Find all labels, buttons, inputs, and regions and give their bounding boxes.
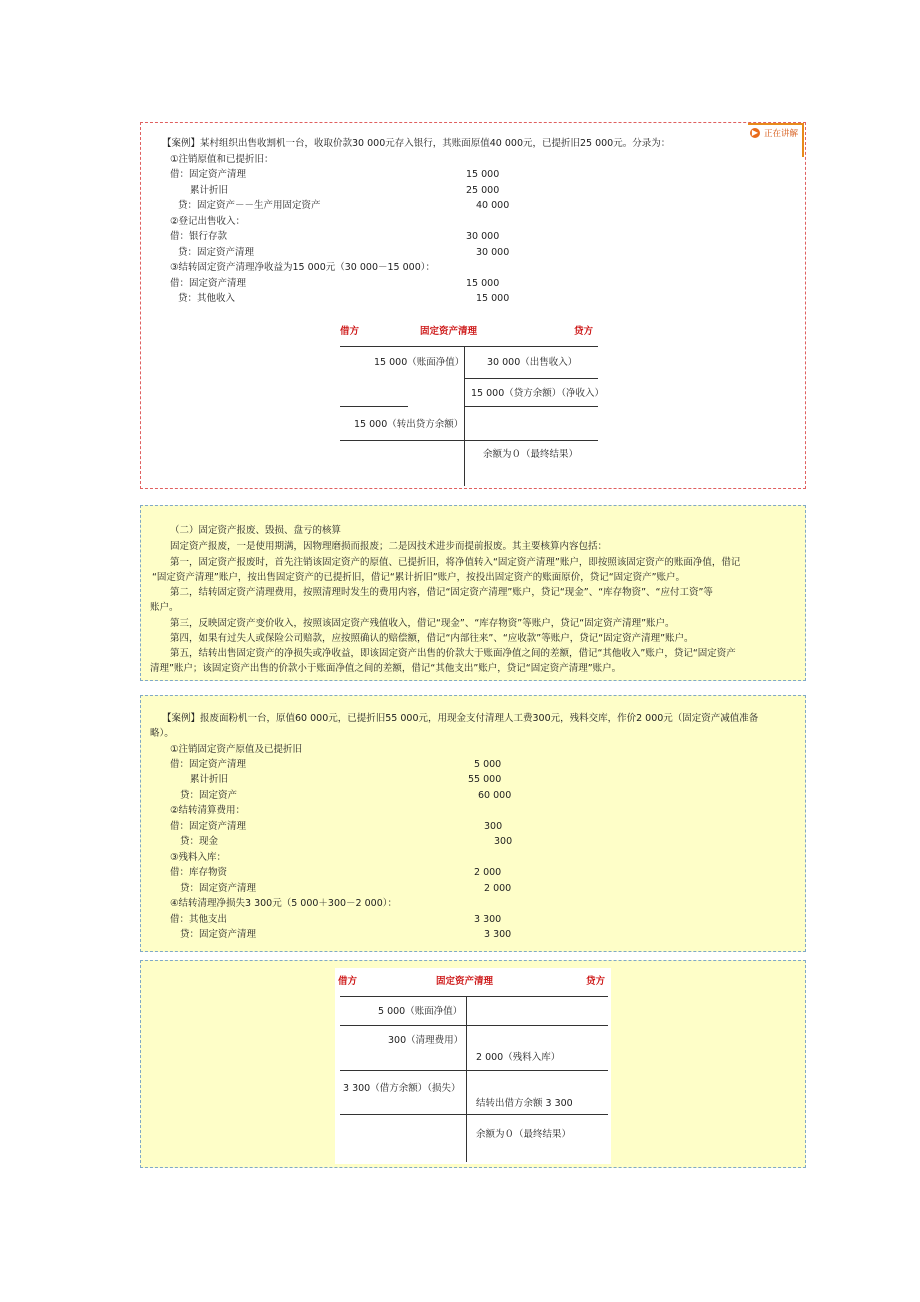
- case1-amount: 40 000: [476, 200, 510, 211]
- t1-left-entry: 15 000（账面净值）: [374, 357, 465, 368]
- t2-right-entry: 2 000（残料入库）: [476, 1052, 561, 1063]
- t1-rule: [340, 440, 598, 441]
- case1-title: 【案例】某村组织出售收割机一台，收取价款30 000元存入银行，其账面原值40 000元，已提折旧25 000元。分录为：: [162, 138, 671, 149]
- t1-rule: [464, 406, 598, 407]
- case1-amount: 15 000: [466, 278, 500, 289]
- section2-line: “固定资产清理”账户，按出售固定资产的已提折旧，借记“累计折旧”账户，按投出固定资产的账面原价，贷记“固定资产”账户。: [152, 572, 686, 583]
- case2-line: 借：其他支出: [170, 914, 228, 925]
- section2-line: 账户。: [150, 602, 179, 613]
- t2-left-entry: 5 000（账面净值）: [378, 1006, 463, 1017]
- case2-amount: 2 000: [484, 883, 512, 894]
- t1-rule: [340, 406, 408, 407]
- t1-credit-label: 贷方: [574, 326, 594, 337]
- case2-amount: 5 000: [474, 759, 502, 770]
- case1-amount: 25 000: [466, 185, 500, 196]
- case2-line: 借：固定资产清理: [170, 821, 247, 832]
- case2-title-cont: 略）。: [150, 728, 174, 739]
- t1-right-entry: 30 000（出售收入）: [487, 357, 578, 368]
- case2-line: 借：固定资产清理: [170, 759, 247, 770]
- case2-line: ①注销固定资产原值及已提折旧: [170, 744, 303, 755]
- t2-top-rule: [340, 996, 608, 997]
- t2-right-entry: 结转出借方余额 3 300: [476, 1098, 573, 1109]
- case2-title: 【案例】报废面粉机一台，原值60 000元，已提折旧55 000元，用现金支付清理人工费300元，残料交库，作价2 000元（固定资产减值准备: [162, 713, 759, 724]
- t2-rule: [340, 1025, 608, 1026]
- t2-title: 固定资产清理: [436, 976, 494, 987]
- case1-amount: 15 000: [466, 169, 500, 180]
- case2-amount: 3 300: [474, 914, 502, 925]
- play-icon: ▶: [751, 128, 759, 137]
- t1-top-rule: [340, 346, 598, 347]
- section2-line: 固定资产报废，一是使用期满，因物理磨损而报废；二是因技术进步而提前报废。其主要核算内容包括：: [170, 541, 608, 552]
- t1-debit-label: 借方: [340, 326, 360, 337]
- t2-debit-label: 借方: [338, 976, 358, 987]
- case2-line: 贷：现金: [180, 836, 219, 847]
- t2-rule: [340, 1114, 608, 1115]
- t2-credit-label: 贷方: [586, 976, 606, 987]
- case1-line: 借：固定资产清理: [170, 278, 247, 289]
- section2-line: 第二，结转固定资产清理费用，按照清理时发生的费用内容，借记“固定资产清理”账户，贷记“现金”、“库存物资”、“应付工资”等: [170, 587, 713, 598]
- case2-amount: 300: [494, 836, 513, 847]
- section2-line: 第四，如果有过失人或保险公司赔款，应按照确认的赔偿额，借记“内部往来”、“应收款”等账户，贷记“固定资产清理”账户。: [170, 633, 694, 644]
- badge-label: 正在讲解: [764, 129, 799, 139]
- t2-left-entry: 300（清理费用）: [388, 1035, 464, 1046]
- t2-left-entry: 3 300（借方余额）（损失）: [343, 1083, 461, 1094]
- case2-amount: 2 000: [474, 867, 502, 878]
- section2-line: 第三，反映固定资产变价收入，按照该固定资产残值收入，借记“现金”、“库存物资”等账户，贷记“固定资产清理”账户。: [170, 618, 675, 629]
- t1-rule: [464, 378, 598, 379]
- case1-line: ①注销原值和已提折旧：: [170, 154, 274, 165]
- case2-amount: 55 000: [468, 774, 502, 785]
- case2-line: 累计折旧: [190, 774, 229, 785]
- case2-line: ②结转清算费用：: [170, 805, 246, 816]
- case2-line: ④结转清理净损失3 300元（5 000＋300－2 000）：: [170, 898, 397, 909]
- case1-line: 贷：固定资产－－生产用固定资产: [178, 200, 321, 211]
- section2-line: 第五，结转出售固定资产的净损失或净收益，即该固定资产出售的价款大于账面净值之间的差额，借记“其他收入”账户，贷记“固定资产: [170, 648, 736, 659]
- t2-rule: [340, 1070, 608, 1071]
- case1-line: 贷：其他收入: [178, 293, 236, 304]
- t1-right-entry: 15 000（贷方余额）（净收入）: [471, 388, 604, 399]
- now-explaining-badge[interactable]: [748, 123, 804, 157]
- case2-line: 贷：固定资产: [180, 790, 238, 801]
- case2-amount: 3 300: [484, 929, 512, 940]
- case2-line: 贷：固定资产清理: [180, 929, 257, 940]
- case1-line: ②登记出售收入：: [170, 216, 246, 227]
- t1-title: 固定资产清理: [420, 326, 478, 337]
- section2-line: 第一，固定资产报废时，首先注销该固定资产的原值、已提折旧，将净值转入“固定资产清理”账户，即按照该固定资产的账面净值，借记: [170, 557, 741, 568]
- case1-line: 贷：固定资产清理: [178, 247, 255, 258]
- t1-left-entry: 15 000（转出贷方余额）: [354, 419, 464, 430]
- case1-line: 借：银行存款: [170, 231, 228, 242]
- case2-line: 贷：固定资产清理: [180, 883, 257, 894]
- case1-amount: 30 000: [466, 231, 500, 242]
- case1-amount: 30 000: [476, 247, 510, 258]
- case2-amount: 60 000: [478, 790, 512, 801]
- case1-line: ③结转固定资产清理净收益为15 000元（30 000－15 000）：: [170, 262, 435, 273]
- section2-heading: （二）固定资产报废、毁损、盘亏的核算: [170, 525, 342, 536]
- t1-right-entry: 余额为０（最终结果）: [483, 449, 579, 460]
- case1-amount: 15 000: [476, 293, 510, 304]
- t2-center-rule: [466, 996, 467, 1162]
- case1-line: 借：固定资产清理: [170, 169, 247, 180]
- case1-line: 累计折旧: [190, 185, 229, 196]
- case2-amount: 300: [484, 821, 503, 832]
- case2-line: ③残料入库：: [170, 852, 227, 863]
- case2-line: 借：库存物资: [170, 867, 228, 878]
- section2-line: 清理”账户；该固定资产出售的价款小于账面净值之间的差额，借记“其他支出”账户，贷记“固定资产清理”账户。: [150, 663, 622, 674]
- t2-right-entry: 余额为０（最终结果）: [476, 1129, 572, 1140]
